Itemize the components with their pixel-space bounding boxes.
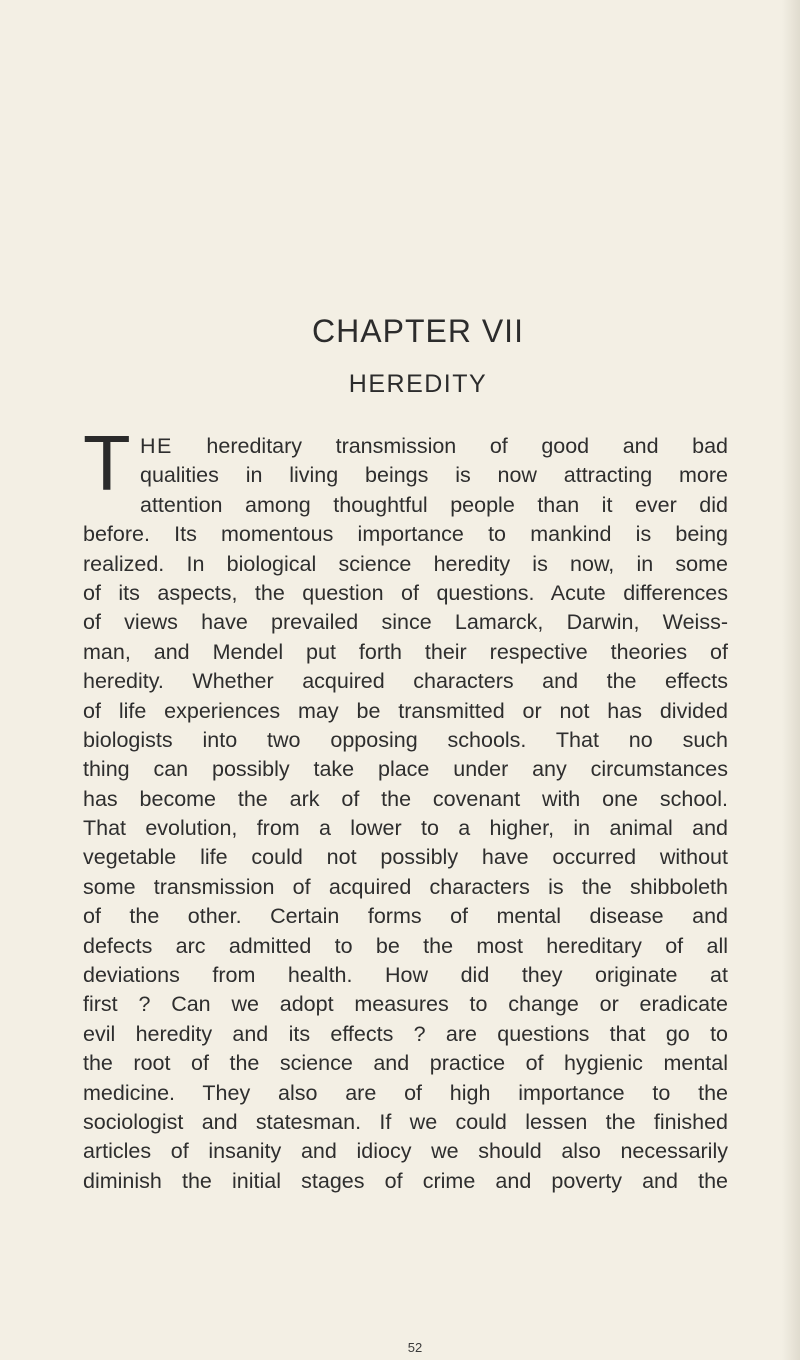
text-line: of the other. Certain forms of mental disease and xyxy=(83,904,728,929)
text-line: vegetable life could not possibly have occurred without xyxy=(83,845,728,870)
text-line: sociologist and statesman. If we could lessen the finished xyxy=(83,1109,728,1134)
text-line: before. Its momentous importance to mankind is being xyxy=(83,522,728,547)
text-line: articles of insanity and idiocy we should also necessarily xyxy=(83,1139,728,1164)
text-line: of its aspects, the question of questions. Acute differences xyxy=(83,580,728,605)
chapter-heading: CHAPTER VII xyxy=(312,313,524,349)
text-line: first ? Can we adopt measures to change or eradicate xyxy=(83,992,728,1017)
drop-cap: T xyxy=(83,419,131,507)
text-line: defects arc admitted to be the most hereditary of all xyxy=(83,933,728,958)
text-line: attention among thoughtful people than it ever did xyxy=(140,492,728,517)
text-line: man, and Mendel put forth their respective theories of xyxy=(83,639,728,664)
body-paragraph xyxy=(83,419,728,1196)
text-line: has become the ark of the covenant with one school. xyxy=(83,786,728,811)
text-line: HE hereditary transmission of good and bad xyxy=(140,434,728,458)
lead-word: HE xyxy=(140,434,173,458)
page-number: 52 xyxy=(407,1340,423,1355)
text-line: realized. In biological science heredity is now, in some xyxy=(83,551,728,576)
page-edge-shadow xyxy=(782,0,800,1360)
chapter-title: HEREDITY xyxy=(348,370,488,398)
text-line: the root of the science and practice of hygienic mental xyxy=(83,1051,728,1076)
text-line: evil heredity and its effects ? are questions that go to xyxy=(83,1021,728,1046)
text-line: biologists into two opposing schools. That no such xyxy=(83,727,728,752)
text-line: medicine. They also are of high importance to the xyxy=(83,1080,728,1105)
text-line: deviations from health. How did they originate at xyxy=(83,963,728,988)
text-line: qualities in living beings is now attracting more xyxy=(140,463,728,488)
text-line: diminish the initial stages of crime and poverty and the xyxy=(83,1168,728,1193)
text-line: of views have prevailed since Lamarck, Darwin, Weiss- xyxy=(83,610,728,635)
text-line: of life experiences may be transmitted or not has divided xyxy=(83,698,728,723)
text-line: thing can possibly take place under any circumstances xyxy=(83,757,728,782)
text-line: That evolution, from a lower to a higher, in animal and xyxy=(83,816,728,841)
text-line: heredity. Whether acquired characters and the effects xyxy=(83,669,728,694)
text-line: some transmission of acquired characters is the shibboleth xyxy=(83,874,728,899)
